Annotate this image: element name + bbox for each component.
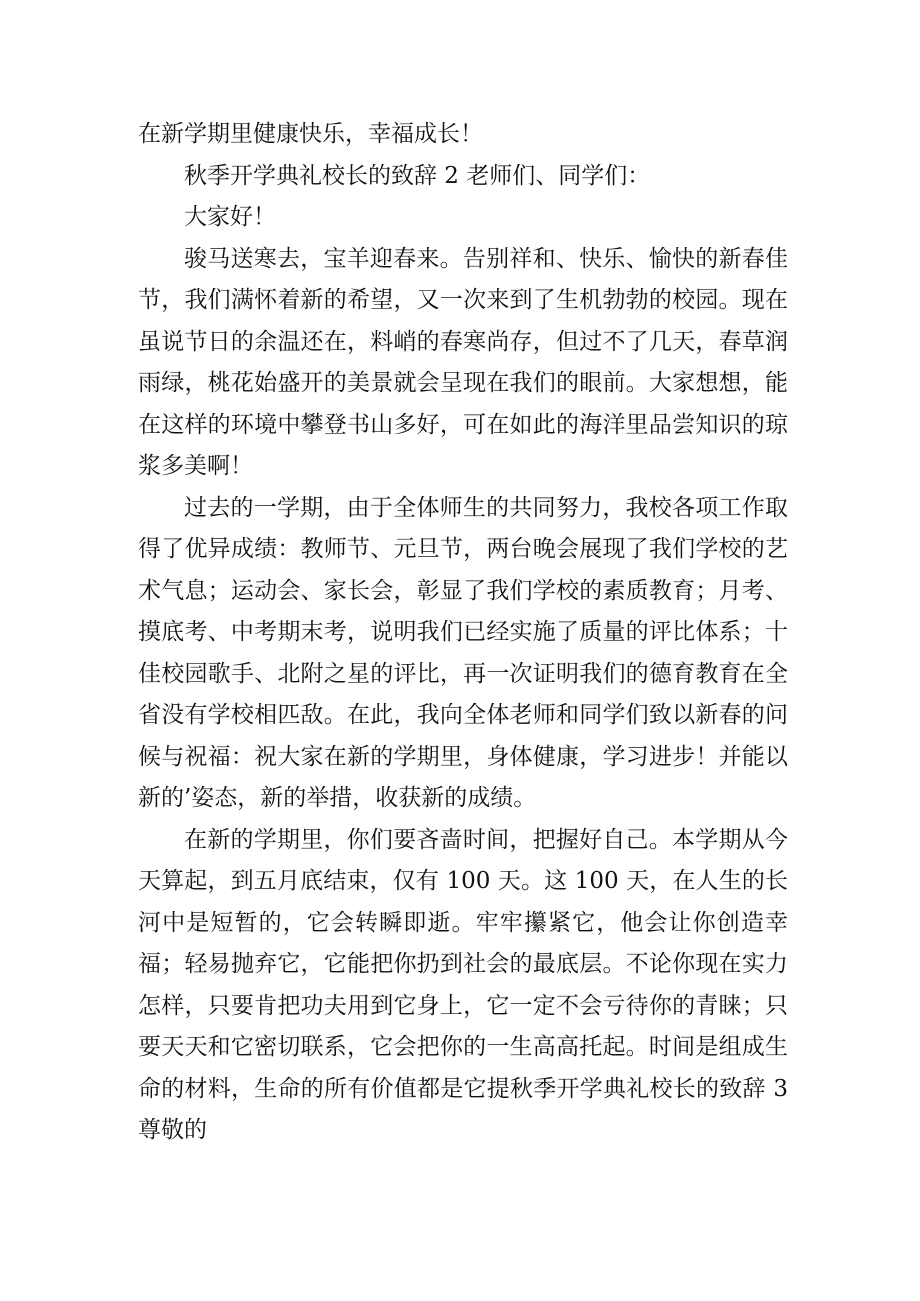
paragraph-spring-intro: 骏马送寒去，宝羊迎春来。告别祥和、快乐、愉快的新春佳节，我们满怀着新的希望，又一次来到了生机勃勃的校园。现在虽说节日的余温还在，料峭的春寒尚存，但过不了几天，春草润雨绿，桃花始盛开的美景就会呈现在我们的眼前。大家想想，能在这样的环境中攀登书山多好，可在如此的海洋里品尝知识的琼浆多美啊！: [138, 245, 788, 479]
paragraph-continuation: 在新学期里健康快乐，幸福成长！: [138, 121, 483, 147]
paragraph-greeting: 大家好！: [184, 204, 276, 230]
paragraph-section-heading: 秋季开学典礼校长的致辞 2 老师们、同学们：: [184, 162, 651, 189]
paragraph-past-semester: 过去的一学期，由于全体师生的共同努力，我校各项工作取得了优异成绩：教师节、元旦节，两台晚会展现了我们学校的艺术气息；运动会、家长会，彰显了我们学校的素质教育；月考、摸底考、中考期末考，说明我们已经实施了质量的评比体系；十佳校园歌手、北附之星的评比，再一次证明我们的德育教育在全省没有学校相匹敌。在此，我向全体老师和同学们致以新春的问候与祝福：祝大家在新的学期里，身体健康，学习进步！并能以新的’姿态，新的举措，收获新的成绩。: [138, 494, 788, 811]
paragraph-new-semester: 在新的学期里，你们要吝啬时间，把握好自己。本学期从今天算起，到五月底结束，仅有 100 天。这 100 天，在人生的长河中是短暂的，它会转瞬即逝。牢牢攥紧它，他会让你创造幸福；轻易抛弃它，它能把你扔到社会的最底层。不论你现在实力怎样，只要肯把功夫用到它身上，它一定不会亏待你的青睐；只要天天和它密切联系，它会把你的一生高高托起。时间是组成生命的材料，生命的所有价值都是它提秋季开学典礼校长的致辞 3 尊敬的: [138, 826, 788, 1143]
document-body: [138, 114, 788, 1152]
